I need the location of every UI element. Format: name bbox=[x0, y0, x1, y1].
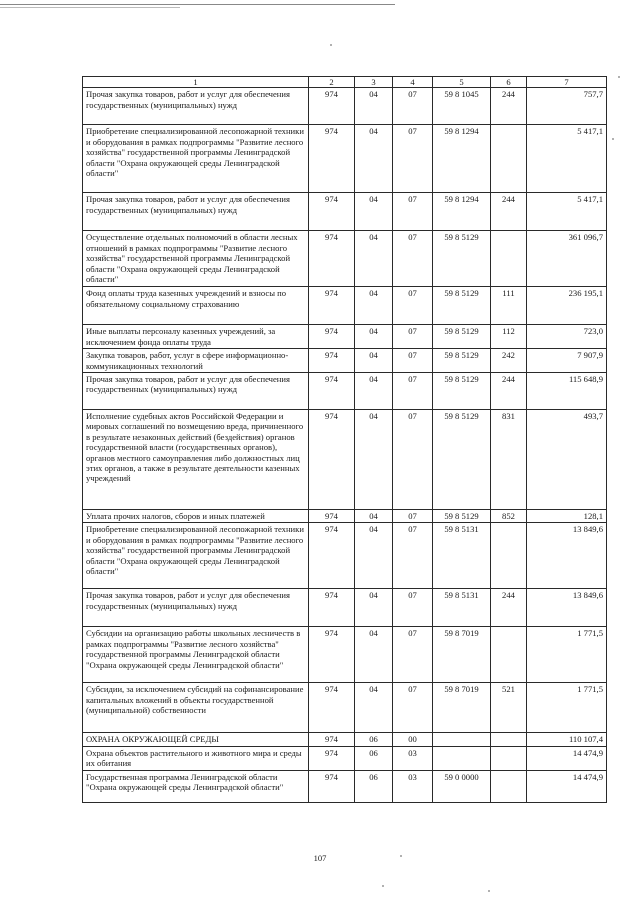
target-article-code: 59 8 5129 bbox=[433, 325, 491, 349]
table-row bbox=[83, 325, 607, 349]
table-row bbox=[83, 589, 607, 627]
section-code: 04 bbox=[355, 523, 393, 589]
subsection-code: 03 bbox=[393, 770, 433, 802]
expense-type-code: 244 bbox=[491, 373, 527, 410]
section-code: 04 bbox=[355, 373, 393, 410]
section-code: 04 bbox=[355, 510, 393, 523]
ministry-code: 974 bbox=[309, 325, 355, 349]
target-article-code: 59 8 5129 bbox=[433, 231, 491, 287]
scan-speck bbox=[382, 885, 384, 887]
column-header: 1 bbox=[83, 77, 309, 88]
section-code: 06 bbox=[355, 733, 393, 746]
row-description: Закупка товаров, работ, услуг в сфере информационно-коммуникационных технологий bbox=[83, 349, 309, 373]
subsection-code: 07 bbox=[393, 231, 433, 287]
subsection-code: 07 bbox=[393, 325, 433, 349]
table-row bbox=[83, 231, 607, 287]
row-description: Прочая закупка товаров, работ и услуг для обеспечения государственных (муниципальных) нужд bbox=[83, 88, 309, 125]
table-row bbox=[83, 410, 607, 510]
subsection-code: 07 bbox=[393, 349, 433, 373]
row-description: Фонд оплаты труда казенных учреждений и взносы по обязательному социальному страхованию bbox=[83, 287, 309, 325]
subsection-code: 07 bbox=[393, 510, 433, 523]
subsection-code: 03 bbox=[393, 746, 433, 770]
expense-type-code: 244 bbox=[491, 88, 527, 125]
amount-value: 14 474,9 bbox=[527, 746, 607, 770]
amount-value: 361 096,7 bbox=[527, 231, 607, 287]
ministry-code: 974 bbox=[309, 523, 355, 589]
scan-speck bbox=[618, 76, 620, 78]
table-row bbox=[83, 125, 607, 193]
expense-type-code bbox=[491, 125, 527, 193]
ministry-code: 974 bbox=[309, 410, 355, 510]
subsection-code: 07 bbox=[393, 88, 433, 125]
target-article-code: 59 8 1294 bbox=[433, 125, 491, 193]
amount-value: 1 771,5 bbox=[527, 627, 607, 683]
expense-type-code bbox=[491, 733, 527, 746]
row-description: Приобретение специализированной лесопожарной техники и оборудования в рамках подпрограммы "Развитие лесного хозяйства" государственной программы Ленинградской области "Охрана окружающей среды Ленинградской области" bbox=[83, 125, 309, 193]
scan-speck bbox=[612, 138, 614, 140]
amount-value: 128,1 bbox=[527, 510, 607, 523]
subsection-code: 00 bbox=[393, 733, 433, 746]
ministry-code: 974 bbox=[309, 193, 355, 231]
section-code: 04 bbox=[355, 589, 393, 627]
column-header: 5 bbox=[433, 77, 491, 88]
expense-type-code bbox=[491, 746, 527, 770]
section-code: 04 bbox=[355, 349, 393, 373]
ministry-code: 974 bbox=[309, 287, 355, 325]
scan-artifact-line bbox=[0, 7, 180, 8]
expense-type-code: 244 bbox=[491, 193, 527, 231]
target-article-code: 59 8 5129 bbox=[433, 287, 491, 325]
target-article-code: 59 8 7019 bbox=[433, 683, 491, 733]
section-code: 06 bbox=[355, 770, 393, 802]
amount-value: 5 417,1 bbox=[527, 193, 607, 231]
target-article-code: 59 8 5129 bbox=[433, 349, 491, 373]
amount-value: 14 474,9 bbox=[527, 770, 607, 802]
amount-value: 1 771,5 bbox=[527, 683, 607, 733]
table-row bbox=[83, 627, 607, 683]
row-description: ОХРАНА ОКРУЖАЮЩЕЙ СРЕДЫ bbox=[83, 733, 309, 746]
target-article-code: 59 8 5129 bbox=[433, 373, 491, 410]
table-row bbox=[83, 373, 607, 410]
expense-type-code bbox=[491, 523, 527, 589]
ministry-code: 974 bbox=[309, 770, 355, 802]
section-code: 04 bbox=[355, 193, 393, 231]
scan-artifact-line bbox=[0, 4, 395, 5]
section-code: 04 bbox=[355, 627, 393, 683]
target-article-code: 59 8 1294 bbox=[433, 193, 491, 231]
subsection-code: 07 bbox=[393, 523, 433, 589]
amount-value: 115 648,9 bbox=[527, 373, 607, 410]
expense-type-code: 111 bbox=[491, 287, 527, 325]
ministry-code: 974 bbox=[309, 88, 355, 125]
table-row bbox=[83, 683, 607, 733]
amount-value: 13 849,6 bbox=[527, 589, 607, 627]
amount-value: 5 417,1 bbox=[527, 125, 607, 193]
column-header: 4 bbox=[393, 77, 433, 88]
section-code: 06 bbox=[355, 746, 393, 770]
target-article-code bbox=[433, 733, 491, 746]
ministry-code: 974 bbox=[309, 683, 355, 733]
expense-type-code bbox=[491, 627, 527, 683]
subsection-code: 07 bbox=[393, 193, 433, 231]
target-article-code: 59 8 7019 bbox=[433, 627, 491, 683]
table-row bbox=[83, 733, 607, 746]
expense-type-code: 831 bbox=[491, 410, 527, 510]
section-code: 04 bbox=[355, 125, 393, 193]
amount-value: 757,7 bbox=[527, 88, 607, 125]
page-number: 107 bbox=[313, 853, 327, 863]
section-code: 04 bbox=[355, 88, 393, 125]
scan-speck bbox=[488, 890, 490, 892]
row-description: Государственная программа Ленинградской области "Охрана окружающей среды Ленинградской области" bbox=[83, 770, 309, 802]
row-description: Субсидии на организацию работы школьных лесничеств в рамках подпрограммы "Развитие лесного хозяйства" государственной программы Ленинградской области "Охрана окружающей среды Ленинградской области" bbox=[83, 627, 309, 683]
subsection-code: 07 bbox=[393, 683, 433, 733]
ministry-code: 974 bbox=[309, 627, 355, 683]
amount-value: 723,0 bbox=[527, 325, 607, 349]
target-article-code bbox=[433, 746, 491, 770]
target-article-code: 59 8 5129 bbox=[433, 510, 491, 523]
target-article-code: 59 8 5131 bbox=[433, 523, 491, 589]
subsection-code: 07 bbox=[393, 125, 433, 193]
subsection-code: 07 bbox=[393, 373, 433, 410]
ministry-code: 974 bbox=[309, 349, 355, 373]
section-code: 04 bbox=[355, 410, 393, 510]
amount-value: 13 849,6 bbox=[527, 523, 607, 589]
target-article-code: 59 8 1045 bbox=[433, 88, 491, 125]
amount-value: 110 107,4 bbox=[527, 733, 607, 746]
ministry-code: 974 bbox=[309, 510, 355, 523]
amount-value: 7 907,9 bbox=[527, 349, 607, 373]
subsection-code: 07 bbox=[393, 627, 433, 683]
target-article-code: 59 0 0000 bbox=[433, 770, 491, 802]
subsection-code: 07 bbox=[393, 287, 433, 325]
row-description: Приобретение специализированной лесопожарной техники и оборудования в рамках подпрограммы "Развитие лесного хозяйства" государственной программы Ленинградской области "Охрана окружающей среды Ленинградской области" bbox=[83, 523, 309, 589]
row-description: Прочая закупка товаров, работ и услуг для обеспечения государственных (муниципальных) нужд bbox=[83, 193, 309, 231]
amount-value: 236 195,1 bbox=[527, 287, 607, 325]
row-description: Прочая закупка товаров, работ и услуг для обеспечения государственных (муниципальных) нужд bbox=[83, 373, 309, 410]
table-row bbox=[83, 193, 607, 231]
expense-type-code: 112 bbox=[491, 325, 527, 349]
row-description: Исполнение судебных актов Российской Федерации и мировых соглашений по возмещению вреда, причиненного в результате незаконных действий (бездействия) органов государственной власти (государственных органов), органов местного самоуправления либо должностных лиц этих органов, а также в результате деятельности казенных учреждений bbox=[83, 410, 309, 510]
table-row bbox=[83, 287, 607, 325]
section-code: 04 bbox=[355, 683, 393, 733]
expense-type-code bbox=[491, 770, 527, 802]
column-header: 7 bbox=[527, 77, 607, 88]
expense-type-code: 852 bbox=[491, 510, 527, 523]
ministry-code: 974 bbox=[309, 733, 355, 746]
subsection-code: 07 bbox=[393, 410, 433, 510]
expense-type-code: 244 bbox=[491, 589, 527, 627]
table-row bbox=[83, 746, 607, 770]
subsection-code: 07 bbox=[393, 589, 433, 627]
row-description: Осуществление отдельных полномочий в области лесных отношений в рамках подпрограммы "Развитие лесного хозяйства" государственной программы Ленинградской области "Охрана окружающей среды Ленинградской области" bbox=[83, 231, 309, 287]
table-header-row bbox=[83, 77, 607, 88]
row-description: Уплата прочих налогов, сборов и иных платежей bbox=[83, 510, 309, 523]
ministry-code: 974 bbox=[309, 589, 355, 627]
target-article-code: 59 8 5131 bbox=[433, 589, 491, 627]
target-article-code: 59 8 5129 bbox=[433, 410, 491, 510]
section-code: 04 bbox=[355, 287, 393, 325]
table-row bbox=[83, 523, 607, 589]
column-header: 3 bbox=[355, 77, 393, 88]
row-description: Прочая закупка товаров, работ и услуг для обеспечения государственных (муниципальных) нужд bbox=[83, 589, 309, 627]
scan-speck bbox=[330, 44, 332, 46]
column-header: 2 bbox=[309, 77, 355, 88]
ministry-code: 974 bbox=[309, 746, 355, 770]
ministry-code: 974 bbox=[309, 125, 355, 193]
row-description: Иные выплаты персоналу казенных учреждений, за исключением фонда оплаты труда bbox=[83, 325, 309, 349]
ministry-code: 974 bbox=[309, 231, 355, 287]
expense-type-code: 242 bbox=[491, 349, 527, 373]
expense-type-code bbox=[491, 231, 527, 287]
section-code: 04 bbox=[355, 325, 393, 349]
table-row bbox=[83, 510, 607, 523]
table-row bbox=[83, 88, 607, 125]
table-row bbox=[83, 349, 607, 373]
section-code: 04 bbox=[355, 231, 393, 287]
row-description: Охрана объектов растительного и животного мира и среды их обитания bbox=[83, 746, 309, 770]
column-header: 6 bbox=[491, 77, 527, 88]
row-description: Субсидии, за исключением субсидий на софинансирование капитальных вложений в объекты государственной (муниципальной) собственности bbox=[83, 683, 309, 733]
expense-type-code: 521 bbox=[491, 683, 527, 733]
table-row bbox=[83, 770, 607, 802]
amount-value: 493,7 bbox=[527, 410, 607, 510]
ministry-code: 974 bbox=[309, 373, 355, 410]
budget-table bbox=[82, 76, 607, 803]
